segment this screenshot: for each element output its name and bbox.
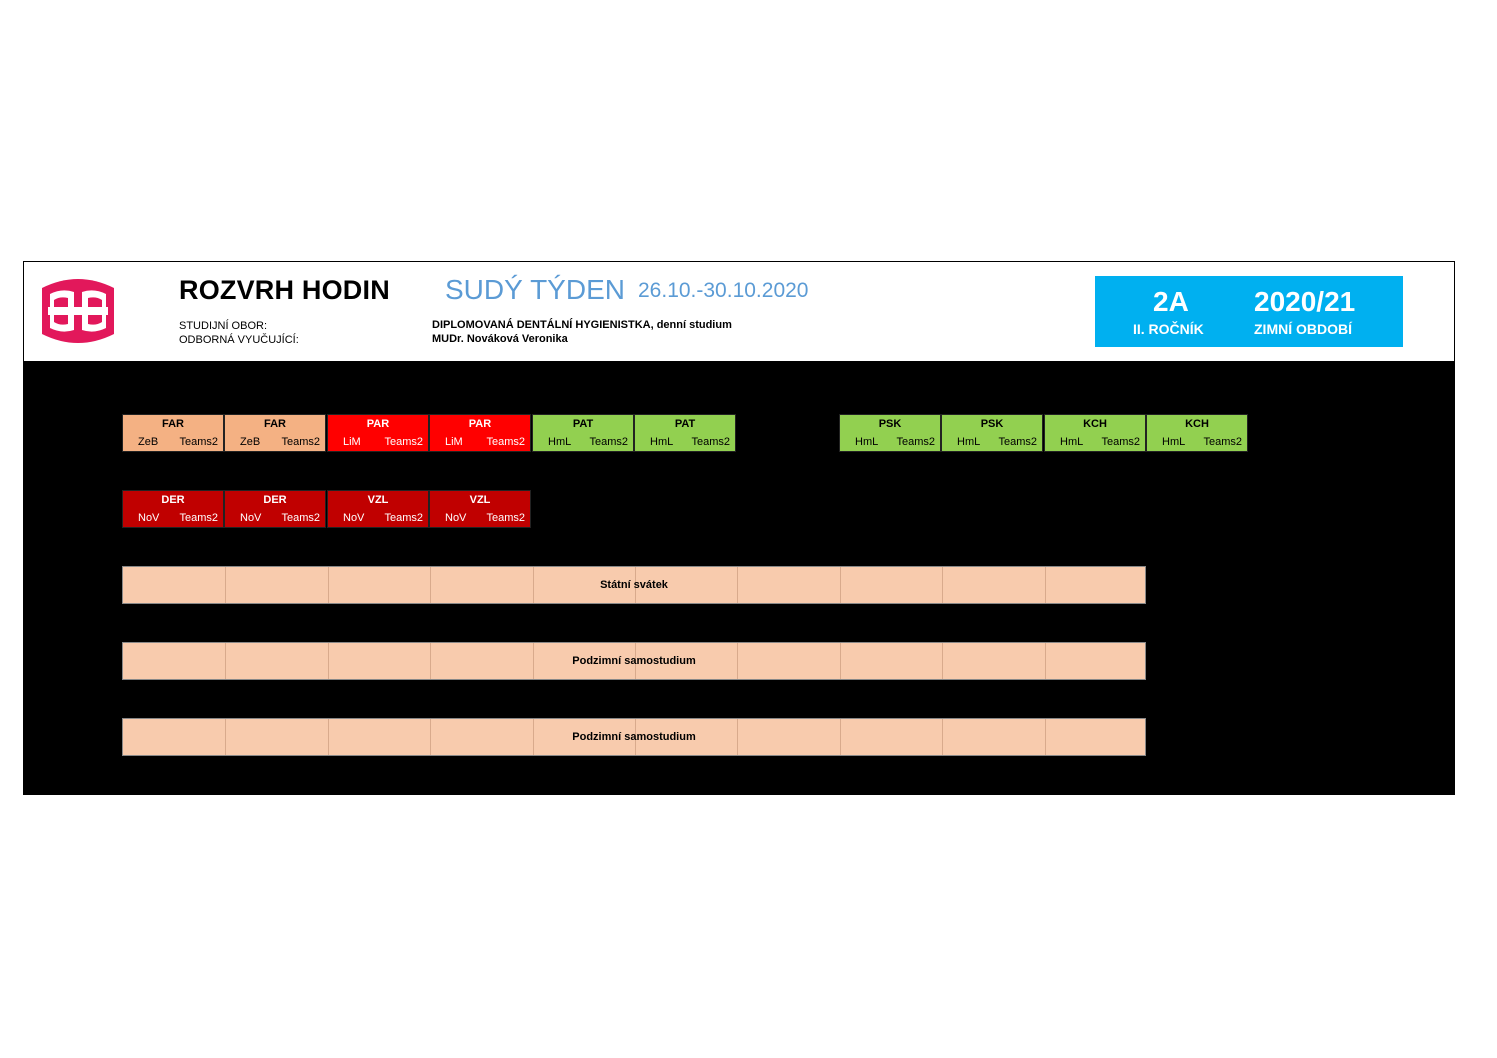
- lesson-cell[interactable]: [429, 414, 531, 452]
- band-label: Státní svátek: [600, 579, 668, 591]
- lesson-cell[interactable]: [941, 414, 1043, 452]
- lesson-room: Teams2: [1101, 436, 1140, 448]
- date-range: 26.10.-30.10.2020: [638, 279, 809, 302]
- lesson-room: Teams2: [179, 512, 218, 524]
- lesson-cell[interactable]: [532, 414, 634, 452]
- lesson-cell[interactable]: [122, 490, 224, 528]
- lesson-cell[interactable]: [327, 414, 429, 452]
- day-5-band: [122, 718, 1146, 756]
- school-logo-icon: [40, 276, 116, 346]
- lesson-room: Teams2: [281, 512, 320, 524]
- lesson-room: Teams2: [384, 512, 423, 524]
- band-slot-divider: [840, 643, 841, 679]
- lesson-room: Teams2: [281, 436, 320, 448]
- lesson-cell[interactable]: [839, 414, 941, 452]
- lesson-room: Teams2: [384, 436, 423, 448]
- class-code: 2A: [1153, 286, 1189, 317]
- lesson-teacher: NoV: [343, 512, 365, 524]
- lesson-teacher: NoV: [445, 512, 467, 524]
- field-value: DIPLOMOVANÁ DENTÁLNÍ HYGIENISTKA, denní studium: [432, 319, 732, 331]
- band-slot-divider: [533, 567, 534, 603]
- day-3-band: [122, 566, 1146, 604]
- lesson-teacher: HmL: [855, 436, 879, 448]
- band-slot-divider: [328, 643, 329, 679]
- band-slot-divider: [840, 567, 841, 603]
- lesson-teacher: HmL: [1060, 436, 1084, 448]
- lesson-cell[interactable]: [224, 414, 326, 452]
- lesson-room: Teams2: [486, 436, 525, 448]
- band-slot-divider: [328, 719, 329, 755]
- lesson-room: Teams2: [998, 436, 1037, 448]
- lesson-subject: PAT: [572, 418, 594, 430]
- lesson-subject: DER: [263, 494, 287, 506]
- lesson-cell[interactable]: [1146, 414, 1248, 452]
- lesson-subject: VZL: [469, 494, 491, 506]
- lesson-cell[interactable]: [224, 490, 326, 528]
- band-label: Podzimní samostudium: [572, 731, 696, 743]
- band-slot-divider: [225, 719, 226, 755]
- band-slot-divider: [430, 567, 431, 603]
- band-slot-divider: [737, 643, 738, 679]
- timetable-header: [24, 262, 1454, 362]
- band-slot-divider: [533, 643, 534, 679]
- band-slot-divider: [1045, 719, 1046, 755]
- lesson-subject: PAR: [468, 418, 492, 430]
- lesson-subject: FAR: [162, 418, 184, 430]
- band-slot-divider: [533, 719, 534, 755]
- week-type: SUDÝ TÝDEN: [445, 274, 625, 305]
- band-slot-divider: [737, 719, 738, 755]
- band-slot-divider: [942, 643, 943, 679]
- lesson-subject: DER: [161, 494, 185, 506]
- band-slot-divider: [942, 719, 943, 755]
- lesson-cell[interactable]: [429, 490, 531, 528]
- band-slot-divider: [225, 567, 226, 603]
- lesson-subject: KCH: [1185, 418, 1209, 430]
- lesson-room: Teams2: [691, 436, 730, 448]
- lesson-room: Teams2: [896, 436, 935, 448]
- band-slot-divider: [225, 643, 226, 679]
- lesson-teacher: NoV: [240, 512, 262, 524]
- band-slot-divider: [840, 719, 841, 755]
- band-slot-divider: [1045, 643, 1046, 679]
- lesson-room: Teams2: [1203, 436, 1242, 448]
- lesson-subject: PSK: [878, 418, 902, 430]
- lesson-subject: VZL: [367, 494, 389, 506]
- lesson-teacher: HmL: [548, 436, 572, 448]
- lesson-subject: PAR: [366, 418, 390, 430]
- teacher-value: MUDr. Nováková Veronika: [432, 333, 568, 345]
- band-slot-divider: [942, 567, 943, 603]
- band-slot-divider: [1045, 567, 1046, 603]
- lesson-teacher: LiM: [343, 436, 361, 448]
- lesson-room: Teams2: [486, 512, 525, 524]
- band-slot-divider: [737, 567, 738, 603]
- timetable-sheet: [23, 261, 1455, 795]
- band-slot-divider: [430, 643, 431, 679]
- lesson-subject: FAR: [264, 418, 286, 430]
- field-label: STUDIJNÍ OBOR:: [179, 320, 268, 332]
- lesson-subject: PAT: [674, 418, 696, 430]
- page-title: ROZVRH HODIN: [179, 275, 390, 305]
- band-slot-divider: [430, 719, 431, 755]
- lesson-teacher: HmL: [1162, 436, 1186, 448]
- lesson-teacher: NoV: [138, 512, 160, 524]
- lesson-cell[interactable]: [327, 490, 429, 528]
- band-slot-divider: [328, 567, 329, 603]
- lesson-teacher: HmL: [957, 436, 981, 448]
- lesson-cell[interactable]: [1044, 414, 1146, 452]
- school-year: 2020/21: [1254, 286, 1356, 317]
- lesson-room: Teams2: [179, 436, 218, 448]
- class-badge: [1095, 276, 1403, 347]
- term: ZIMNÍ OBDOBÍ: [1254, 321, 1352, 337]
- lesson-teacher: ZeB: [138, 436, 159, 448]
- lesson-cell[interactable]: [634, 414, 736, 452]
- lesson-teacher: ZeB: [240, 436, 261, 448]
- lesson-subject: KCH: [1083, 418, 1107, 430]
- lesson-room: Teams2: [589, 436, 628, 448]
- day-4-band: [122, 642, 1146, 680]
- lesson-teacher: LiM: [445, 436, 463, 448]
- teacher-label: ODBORNÁ VYUČUJÍCÍ:: [179, 334, 299, 346]
- lesson-subject: PSK: [980, 418, 1004, 430]
- band-label: Podzimní samostudium: [572, 655, 696, 667]
- lesson-cell[interactable]: [122, 414, 224, 452]
- year-of-study: II. ROČNÍK: [1133, 321, 1204, 337]
- lesson-teacher: HmL: [650, 436, 674, 448]
